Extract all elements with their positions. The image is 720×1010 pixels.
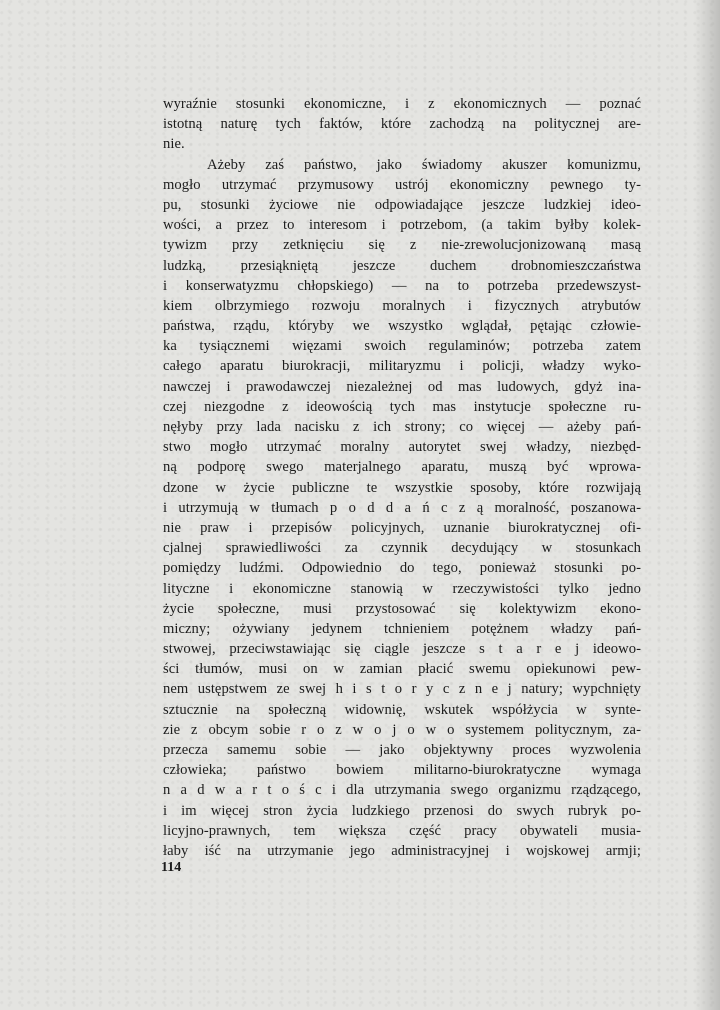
page-edge-shadow <box>694 0 720 1010</box>
text-line: Ażeby zaś państwo, jako świadomy akuszer komunizmu, <box>207 156 641 173</box>
text-line: tywizm przy zetknięciu się z nie-zrewolucjonizowaną masą <box>163 237 641 254</box>
text-line: licyjno-prawnych, tem większa część pracy obywateli musia- <box>163 822 641 839</box>
text-line: nawczej i prawodawczej niezależnej od mas ludowych, gdyż ina- <box>163 378 641 395</box>
text-line: pomiędzy ludźmi. Odpowiednio do tego, ponieważ stosunki po- <box>163 560 641 577</box>
text-line: państwa, rządu, któryby we wszystko wglądał, pętając człowie- <box>163 318 641 335</box>
text-line: sztucznie na społeczną widownię, wskutek współżycia w synte- <box>163 701 641 718</box>
text-line: całego aparatu biurokracji, militaryzmu i policji, władzy wyko- <box>163 358 641 375</box>
text-line: i im więcej stron życia ludzkiego przenosi do swych rubryk po- <box>163 802 641 819</box>
text-line: nie. <box>163 136 185 153</box>
text-line: lityczne i ekonomiczne stanowią w rzeczywistości tylko jedno <box>163 580 641 597</box>
text-line: nem ustępstwem ze swej h i s t o r y c z n e j natury; wypchnięty <box>163 681 641 698</box>
text-line: miczny; ożywiany jedynem tchnieniem potężnem władzy pań- <box>163 620 641 637</box>
text-line: cjalnej sprawiedliwości za czynnik decydujący w stosunkach <box>163 540 641 557</box>
text-line: przecza samemu sobie — jako objektywny proces wyzwolenia <box>163 742 641 758</box>
text-line: stwowej, przeciwstawiając się ciągle jeszcze s t a r e j ideowo- <box>163 641 641 658</box>
text-line: nie praw i przepisów policyjnych, uznanie biurokratycznej ofi- <box>163 519 641 536</box>
text-line: i konserwatyzmu chłopskiego) — na to potrzeba przedewszyst- <box>163 277 641 294</box>
text-line: życie społeczne, musi przystosować się kolektywizm ekono- <box>163 600 641 617</box>
text-line: łaby iść na utrzymanie jego administracyjnej i wojskowej armji; <box>163 842 641 859</box>
text-line: ną podporę swego materjalnego aparatu, muszą być wprowa- <box>163 459 641 476</box>
text-line: ka tysiącznemi więzami swoich regulaminów; potrzeba zatem <box>163 338 641 355</box>
text-line: czej niezgodne z ideowością tych mas instytucje społeczne ru- <box>163 398 641 415</box>
page-number: 114 <box>161 860 182 875</box>
text-line: zie z obcym sobie r o z w o j o w o systemem politycznym, za- <box>163 721 641 738</box>
body-text <box>163 94 641 861</box>
text-line: nęłyby przy lada nacisku z ich strony; co więcej — ażeby pań- <box>163 419 641 435</box>
text-line: pu, stosunki życiowe nie odpowiadające jeszcze ludzkiej ideo- <box>163 196 641 213</box>
text-line: mogło utrzymać przymusowy ustrój ekonomiczny pewnego ty- <box>163 176 641 193</box>
text-line: dzone w życie publiczne te wszystkie sposoby, które rozwijają <box>163 479 641 496</box>
text-line: ści tłumów, musi on w zamian płacić swemu opiekunowi pew- <box>163 661 641 678</box>
text-line: n a d w a r t o ś c i dla utrzymania swego organizmu rządzącego, <box>163 782 641 799</box>
text-line: kiem olbrzymiego rozwoju moralnych i fizycznych atrybutów <box>163 297 641 314</box>
text-line: człowieka; państwo bowiem militarno-biurokratyczne wymaga <box>163 762 641 779</box>
text-line: ludzką, przesiąkniętą jeszcze duchem drobnomieszczaństwa <box>163 257 641 274</box>
text-line: wyraźnie stosunki ekonomiczne, i z ekonomicznych — poznać <box>163 96 641 112</box>
text-line: i utrzymują w tłumach p o d d a ń c z ą moralność, poszanowa- <box>163 499 641 516</box>
text-line: istotną naturę tych faktów, które zachodzą na politycznej are- <box>163 116 641 133</box>
text-line: wości, a przez to interesom i potrzebom, (a takim byłby kolek- <box>163 217 641 234</box>
text-line: stwo mogło utrzymać moralny autorytet swej władzy, niezbęd- <box>163 439 641 456</box>
